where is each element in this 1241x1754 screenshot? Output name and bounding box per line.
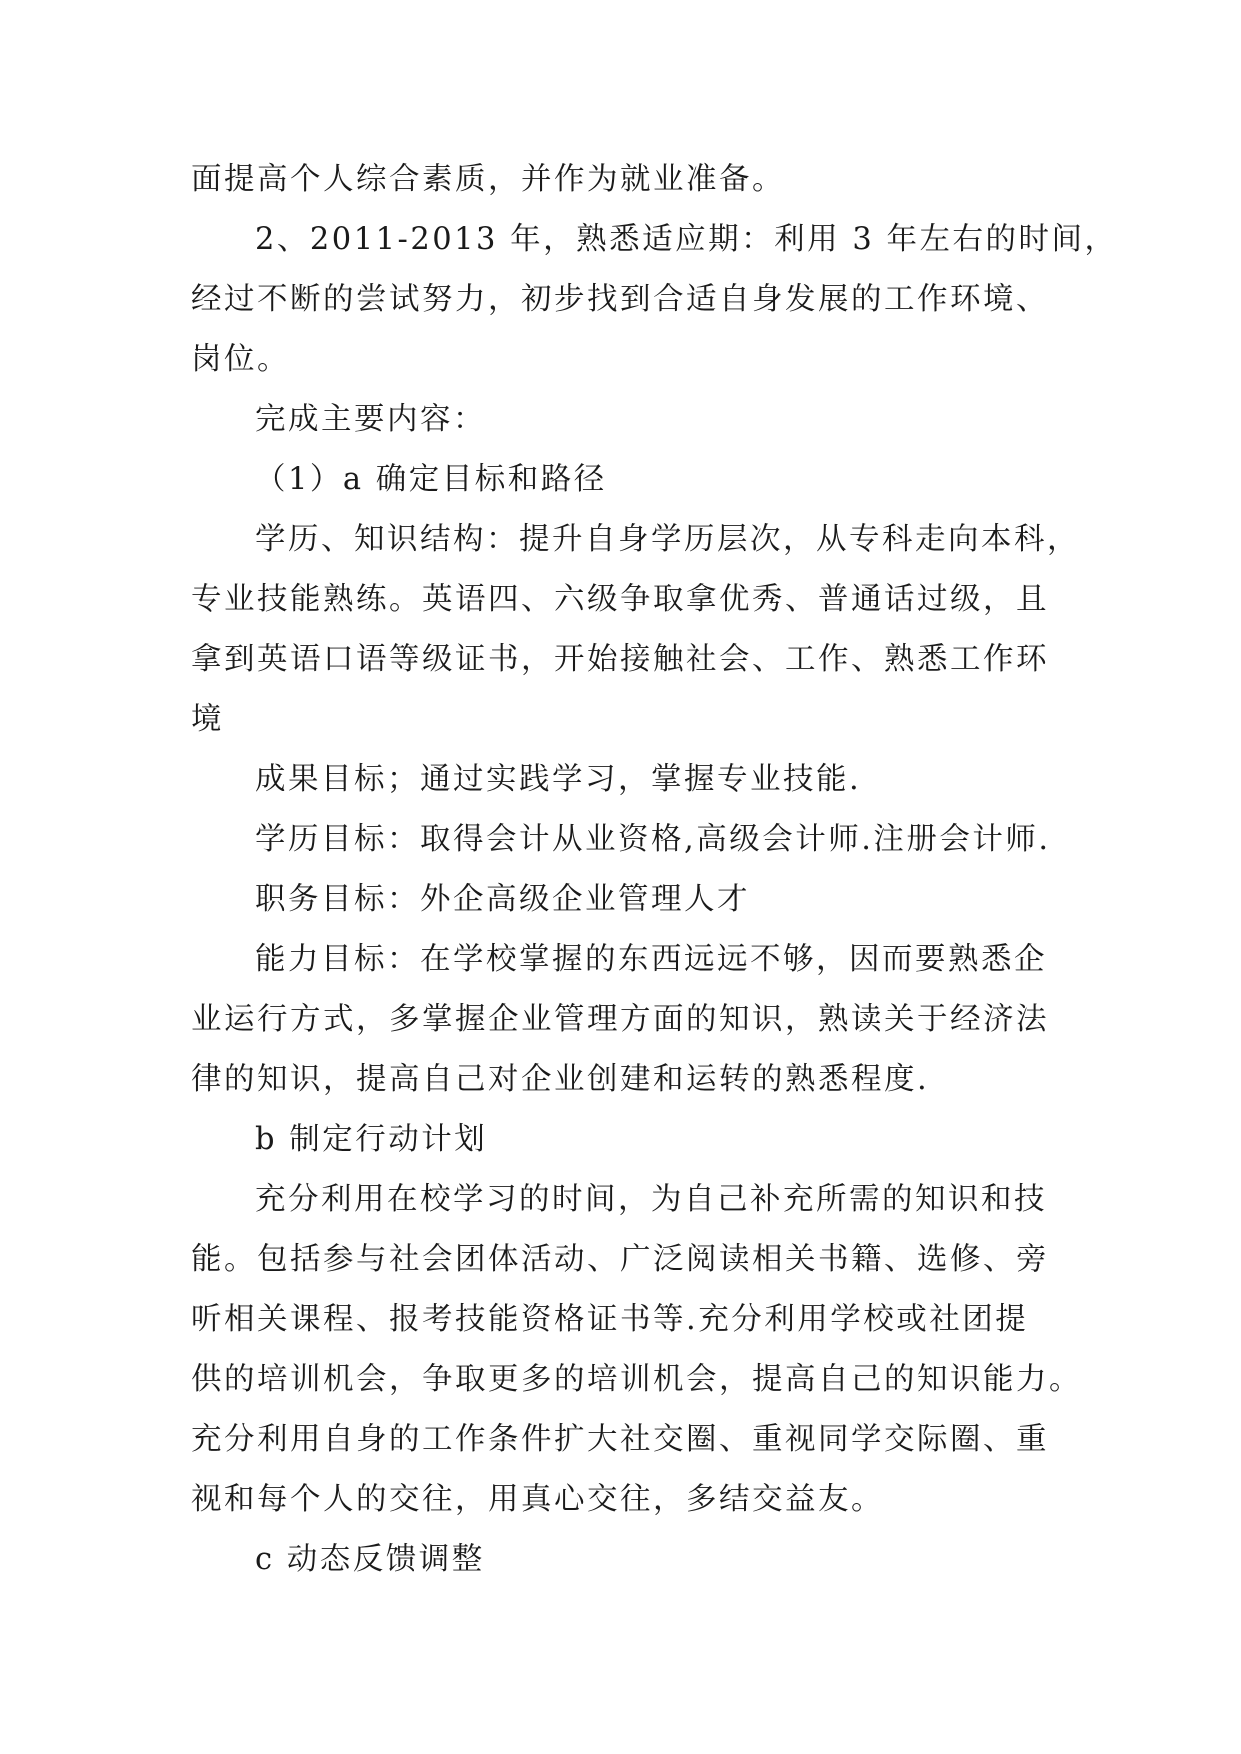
text-line: （1）a 确定目标和路径 xyxy=(255,462,607,497)
text-line: b 制定行动计划 xyxy=(255,1122,488,1157)
text-line: 视和每个人的交往，用真心交往，多结交益友。 xyxy=(191,1482,884,1517)
text-line: 学历目标：取得会计从业资格,高级会计师.注册会计师. xyxy=(255,822,1051,857)
text-line: 律的知识，提高自己对企业创建和运转的熟悉程度. xyxy=(191,1062,930,1097)
text-line: 岗位。 xyxy=(191,342,290,377)
text-line: 充分利用自身的工作条件扩大社交圈、重视同学交际圈、重 xyxy=(191,1422,1049,1457)
text-line: 专业技能熟练。英语四、六级争取拿优秀、普通话过级，且 xyxy=(191,582,1049,617)
text-line: 职务目标：外企高级企业管理人才 xyxy=(255,882,750,917)
text-line: 成果目标；通过实践学习，掌握专业技能. xyxy=(255,762,862,797)
text-line: 听相关课程、报考技能资格证书等.充分利用学校或社团提 xyxy=(191,1302,1029,1337)
text-line: 能力目标：在学校掌握的东西远远不够，因而要熟悉企 xyxy=(255,942,1047,977)
text-line: 拿到英语口语等级证书，开始接触社会、工作、熟悉工作环 xyxy=(191,642,1049,677)
text-line: 业运行方式，多掌握企业管理方面的知识，熟读关于经济法 xyxy=(191,1002,1049,1037)
text-line: 完成主要内容： xyxy=(255,402,486,437)
text-line: 境 xyxy=(191,702,224,737)
text-line: 能。包括参与社会团体活动、广泛阅读相关书籍、选修、旁 xyxy=(191,1242,1049,1277)
text-line: 充分利用在校学习的时间，为自己补充所需的知识和技 xyxy=(255,1182,1047,1217)
text-line: 面提高个人综合素质，并作为就业准备。 xyxy=(191,162,785,197)
text-line: 2、2011-2013 年，熟悉适应期：利用 3 年左右的时间， xyxy=(255,222,1118,257)
text-line: c 动态反馈调整 xyxy=(255,1542,485,1577)
text-line: 经过不断的尝试努力，初步找到合适自身发展的工作环境、 xyxy=(191,282,1049,317)
text-line: 供的培训机会，争取更多的培训机会，提高自己的知识能力。 xyxy=(191,1362,1082,1397)
text-line: 学历、知识结构：提升自身学历层次，从专科走向本科， xyxy=(255,522,1080,557)
